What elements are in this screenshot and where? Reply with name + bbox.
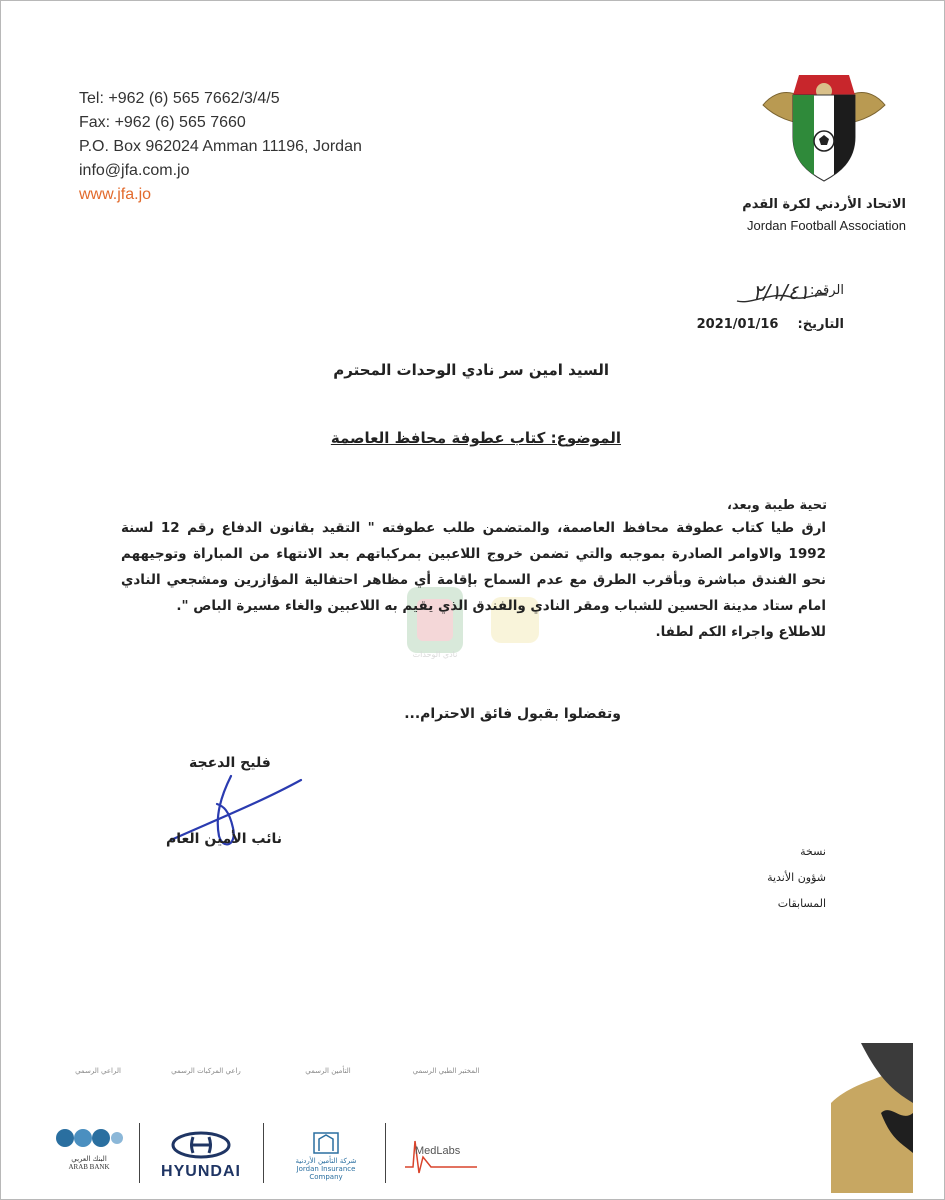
org-name-arabic: الاتحاد الأردني لكرة القدم [742,197,906,212]
sponsor-label: المختبر الطبي الرسمي [412,1067,480,1075]
sponsor-divider [263,1123,264,1183]
sponsor-label: الراعي الرسمي [75,1067,121,1075]
reference-handwritten-text: ٢/١/٤١ [752,280,810,304]
insurance-arabic: شركة التأمين الأردنية [295,1157,357,1165]
hyundai-word: HYUNDAI [161,1163,241,1180]
letter-body [121,515,826,645]
jfa-logo [759,65,889,189]
greeting: تحية طيبة وبعد، [727,498,827,513]
decorative-corner-graphic [831,1043,913,1193]
date-value: 2021/01/16 [696,317,779,332]
contact-website: www.jfa.jo [79,186,152,203]
contact-block [79,87,362,207]
medlabs-word: MedLabs [415,1145,461,1157]
contact-po-box: P.O. Box 962024 Amman 11196, Jordan [79,138,362,155]
salutation: وتفضلوا بقبول فائق الاحترام... [404,706,621,722]
letter-closing-line: للاطلاع واجراء الكم لطفا. [655,624,826,640]
logo-text: JFA [815,157,833,167]
sponsor-divider [385,1123,386,1183]
copy-item: شؤون الأندية [767,871,826,884]
insurance-english: Jordan Insurance Company [296,1165,356,1181]
arab-bank-arabic: البنك العربي [71,1155,107,1163]
reference-number-handwritten [731,271,831,311]
watermark-text: نادي الوحدات [412,650,458,659]
org-name-english: Jordan Football Association [747,218,906,233]
arab-bank-english: ARAB BANK [68,1163,110,1171]
recipient: السيد امين سر نادي الوحدات المحترم [333,361,609,379]
hyundai-logo [151,1131,251,1181]
sponsor-label: راعي المركبات الرسمي [171,1067,241,1075]
copy-item: المسابقات [777,897,826,910]
date-row [697,317,844,332]
letter-body-text: ارق طيا كتاب عطوفة محافظ العاصمة، والمتضمن طلب عطوفته " التقيد بقانون الدفاع رقم 12 لسنة 1992 والاوامر الصادرة بموجبه والتي تضمن خروج اللاعبين بمركباتهم بعد الانتهاء من المباراة وتوجيههم نحو الفندق مباشرة وبأقرب الطرق مع عدم السماح بإقامة أي مظاهر احتفالية المؤازرين ومشجعي النادي امام ستاد مدينة الحسين للشباب ومقر النادي والفندق الذي يقيم به اللاعبين والغاء مسيرة الباص ". [121,520,826,614]
sponsor-divider [139,1123,140,1183]
signer-title: نائب الأمين العام [166,831,283,847]
reference-number-label: الرقم: [810,283,844,298]
copies-list [767,839,826,917]
contact-email: info@jfa.com.jo [79,162,190,179]
sponsor-labels [41,1067,501,1097]
copies-label: نسخة [800,845,826,858]
contact-fax: Fax: +962 (6) 565 7660 [79,114,246,131]
contact-tel: Tel: +962 (6) 565 7662/3/4/5 [79,90,280,107]
signer-name: فليح الدعجة [189,755,271,771]
jordan-insurance-logo [281,1131,371,1181]
arab-bank-logo [53,1123,125,1185]
date-label: التاريخ: [797,317,844,332]
subject: الموضوع: كتاب عطوفة محافظ العاصمة [330,429,621,447]
sponsor-label: التأمين الرسمي [305,1067,351,1075]
medlabs-logo [401,1131,481,1181]
